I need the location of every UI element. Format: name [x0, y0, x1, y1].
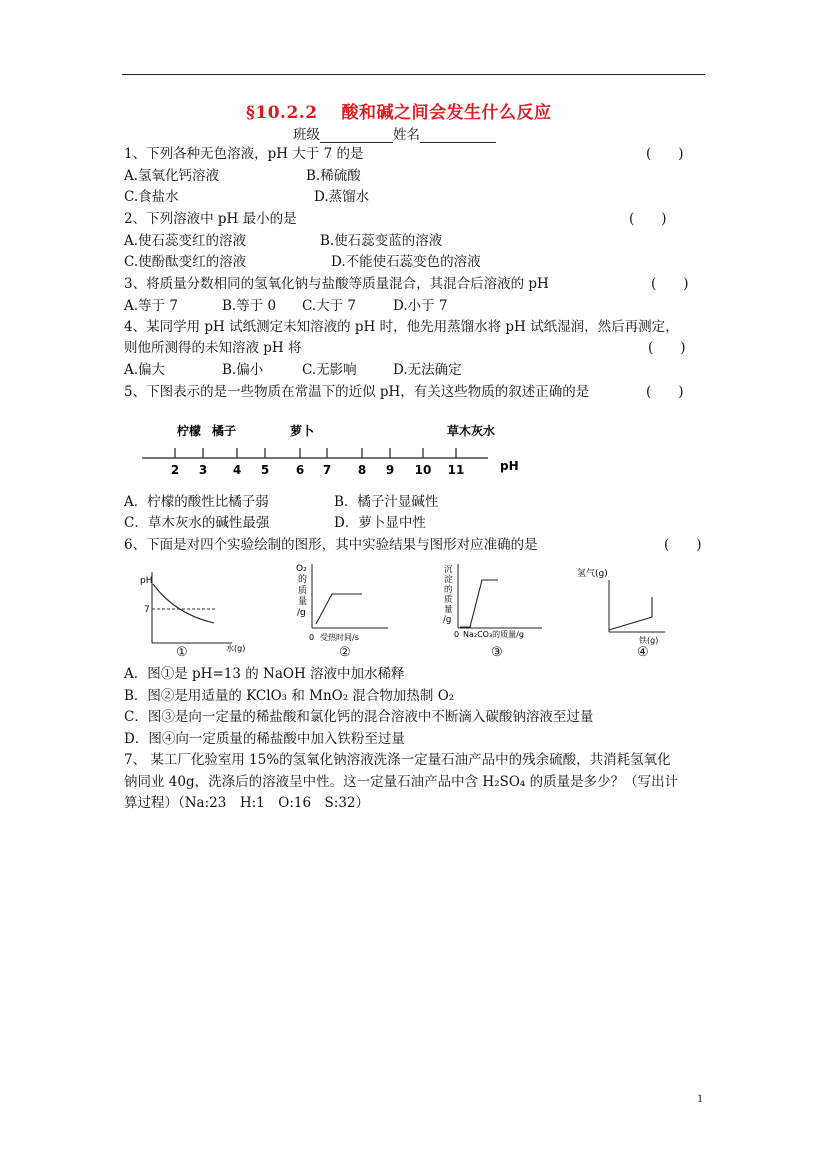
graph2-ylabel [296, 564, 307, 618]
q6-stem: 6、下面是对四个实验绘制的图形，其中实验结果与图形对应准确的是 [124, 537, 538, 553]
graph2-ylabel-0: O₂ [296, 564, 307, 574]
ph-tick-label: 4 [232, 463, 242, 477]
graph-3 [438, 560, 550, 644]
graph2-xlabel: 受热时间/s [320, 633, 359, 642]
q5-option-d: D．萝卜显中性 [334, 515, 426, 531]
substance-orange: 橘子 [212, 424, 237, 438]
q6-option-c: C．图③是向一定量的稀盐酸和氯化钙的混合溶液中不断滴入碳酸钠溶液至过量 [124, 709, 594, 725]
graph-4 [565, 562, 680, 646]
graph3-ylabel-5: /g [443, 615, 452, 625]
graph2-origin: 0 [309, 633, 315, 642]
graph2-ylabel-3: 量 [298, 597, 308, 607]
q2-option-a: A.使石蕊变红的溶液 [124, 233, 247, 249]
graph1-curve [153, 584, 214, 623]
page-title: §10.2.2 酸和碱之间会发生什么反应 [246, 103, 552, 123]
name-label: 姓名 [393, 127, 420, 143]
graph3-curve [460, 580, 498, 627]
graph3-ylabel [443, 565, 453, 625]
ph-tick-label: 8 [357, 463, 367, 477]
q1-option-c: C.食盐水 [124, 189, 179, 205]
q4-stem-line2: 则他所测得的未知溶液 pH 将 [124, 340, 302, 356]
graph3-origin: 0 [454, 630, 460, 639]
q2-option-c: C.使酚酞变红的溶液 [124, 254, 247, 270]
graph4-xlabel: 铁(g) [639, 636, 659, 645]
graph4-curve [609, 597, 652, 630]
q7-stem-line1: 7、 某工厂化验室用 15%的氢氧化钠溶液洗涤一定量石油产品中的残余硫酸，共消耗氢氧化 [124, 752, 671, 768]
graph3-number: ③ [491, 645, 503, 660]
q4-option-d: D.无法确定 [393, 362, 462, 378]
ph-tick-label: 11 [447, 463, 465, 477]
ph-tick-label: 9 [385, 463, 395, 477]
ph-tick-label: 2 [170, 463, 180, 477]
ph-tick-label: 3 [198, 463, 208, 477]
q7-stem-line3: 算过程）（Na:23 H:1 O:16 S:32） [124, 795, 370, 811]
ph-tick-label: 10 [414, 463, 432, 477]
q7-stem-line2: 钠同业 40g，洗涤后的溶液呈中性。这一定量石油产品中含 H₂SO₄ 的质量是多少？（写出计 [124, 774, 679, 790]
graph1-ylabel: pH [140, 576, 153, 586]
q6-answer-paren[interactable]: ( ) [664, 537, 702, 553]
q1-stem: 1、下列各种无色溶液，pH 大于 7 的是 [124, 146, 364, 162]
q3-option-c: C.大于 7 [302, 298, 357, 314]
q1-option-a: A.氢氧化钙溶液 [124, 168, 220, 184]
q6-option-b: B．图②是用适量的 KClO₃ 和 MnO₂ 混合物加热制 O₂ [124, 688, 455, 704]
graph4-ylabel: 氢气(g) [577, 569, 608, 579]
q1-answer-paren[interactable]: ( ) [646, 146, 684, 162]
q3-answer-paren[interactable]: ( ) [651, 276, 689, 292]
graph2-number: ② [339, 645, 351, 660]
q5-answer-paren[interactable]: ( ) [646, 384, 684, 400]
ph-tick-label: 7 [322, 463, 332, 477]
q2-answer-paren[interactable]: ( ) [629, 211, 667, 227]
graph2-ylabel-2: 质 [298, 586, 308, 596]
substance-ash-water: 草木灰水 [447, 424, 496, 438]
q3-option-a: A.等于 7 [124, 298, 178, 314]
ph-ticks [171, 448, 465, 477]
graph1-number: ① [176, 645, 188, 660]
graph-2 [290, 562, 400, 644]
graph3-ylabel-1: 淀 [444, 575, 453, 585]
substance-radish: 萝卜 [290, 424, 315, 438]
graph2-ylabel-1: 的 [298, 575, 308, 585]
ph-axis-label: pH [500, 459, 519, 473]
ph-tick-label: 5 [260, 463, 270, 477]
graph-1 [140, 568, 255, 658]
q3-stem: 3、将质量分数相同的氢氧化钠与盐酸等质量混合，其混合后溶液的 pH [124, 276, 549, 292]
graph3-xlabel: Na₂CO₃的质量/g [463, 630, 524, 639]
graph2-curve [316, 594, 362, 624]
q5-stem: 5、下图表示的是一些物质在常温下的近似 pH，有关这些物质的叙述正确的是 [124, 384, 590, 400]
q5-option-a: A．柠檬的酸性比橘子弱 [124, 494, 269, 510]
graph1-ytick: 7 [144, 605, 150, 615]
q4-option-a: A.偏大 [124, 362, 166, 378]
q6-option-d: D．图④向一定质量的稀盐酸中加入铁粉至过量 [124, 731, 405, 747]
q2-stem: 2、下列溶液中 pH 最小的是 [124, 211, 297, 227]
ph-scale-figure [140, 418, 520, 480]
q4-answer-paren[interactable]: ( ) [648, 340, 686, 356]
page-number: 1 [697, 1091, 703, 1105]
class-name-line [293, 129, 496, 143]
q3-option-b: B.等于 0 [222, 298, 277, 314]
q5-option-b: B．橘子汁显碱性 [334, 494, 439, 510]
q1-option-d: D.蒸馏水 [314, 189, 370, 205]
q2-option-b: B.使石蕊变蓝的溶液 [320, 233, 443, 249]
q3-option-d: D.小于 7 [393, 298, 448, 314]
graph3-ylabel-2: 的 [444, 585, 453, 595]
graph3-ylabel-4: 量 [444, 605, 453, 615]
q4-option-c: C.无影响 [302, 362, 357, 378]
ph-tick-label: 6 [295, 463, 305, 477]
graph2-ylabel-4: /g [297, 608, 306, 618]
class-label: 班级 [293, 127, 320, 143]
q2-option-d: D.不能使石蕊变色的溶液 [331, 254, 481, 270]
q6-option-a: A．图①是 pH=13 的 NaOH 溶液中加水稀释 [124, 666, 405, 682]
q1-option-b: B.稀硫酸 [306, 168, 361, 184]
q4-stem-line1: 4、某同学用 pH 试纸测定未知溶液的 pH 时，他先用蒸馏水将 pH 试纸湿润，然后再测定， [124, 319, 679, 335]
name-blank[interactable] [420, 130, 496, 143]
substance-lemon: 柠檬 [177, 424, 202, 438]
graph3-ylabel-0: 沉 [444, 565, 453, 575]
class-blank[interactable] [320, 130, 393, 143]
q4-option-b: B.偏小 [222, 362, 264, 378]
q5-option-c: C．草木灰水的碱性最强 [124, 515, 270, 531]
graph4-number: ④ [637, 645, 649, 660]
graph1-xlabel: 水(g) [226, 644, 246, 653]
top-rule [122, 74, 705, 75]
graph3-ylabel-3: 质 [444, 595, 453, 605]
